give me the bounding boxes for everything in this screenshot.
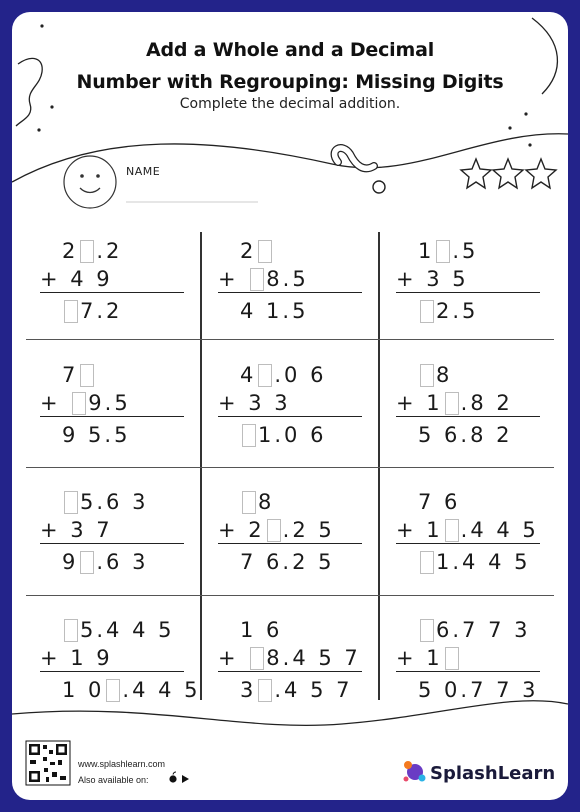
subtitle: Complete the decimal addition. — [179, 96, 401, 112]
addend-bottom — [396, 264, 469, 294]
sum — [418, 675, 539, 705]
footer-url[interactable]: www.splashlearn.com — [78, 759, 166, 769]
digit-text: + 2 — [218, 518, 265, 542]
problem-7 — [40, 483, 210, 609]
missing-digit-box[interactable] — [436, 240, 450, 263]
digit-text: 7 — [62, 363, 79, 387]
missing-digit-box[interactable] — [258, 364, 272, 387]
missing-digit-box[interactable] — [80, 551, 94, 574]
missing-digit-box[interactable] — [242, 424, 256, 447]
sum — [240, 296, 308, 326]
missing-digit-box[interactable] — [445, 647, 459, 670]
digit-text: .4 4 5 — [122, 678, 201, 702]
sum-rule — [218, 292, 362, 293]
digit-text: + — [218, 646, 249, 670]
addend-bottom — [396, 643, 461, 673]
digit-text: + 1 — [396, 646, 443, 670]
digit-text: 1 6 — [240, 618, 283, 642]
addend-top — [418, 487, 460, 517]
addend-bottom — [396, 388, 513, 418]
sum — [62, 420, 130, 450]
sum — [62, 675, 201, 705]
digit-text: .6 3 — [96, 550, 149, 574]
digit-text: 4 — [240, 363, 257, 387]
digit-text: .8 2 — [460, 391, 513, 415]
addend-bottom — [218, 643, 361, 673]
addend-bottom — [40, 264, 113, 294]
missing-digit-box[interactable] — [267, 519, 281, 542]
digit-text: 2 — [240, 239, 257, 263]
digit-text: 3 — [240, 678, 257, 702]
footer-available-text: Also available on: — [78, 775, 149, 785]
digit-text: 8.4 5 7 — [266, 646, 361, 670]
sum — [240, 675, 352, 705]
sum — [240, 547, 334, 577]
digit-text: 9.5 — [88, 391, 131, 415]
digit-text: 9 5.5 — [62, 423, 131, 447]
sum-rule — [218, 543, 362, 544]
missing-digit-box[interactable] — [72, 392, 86, 415]
digit-text: + 3 3 — [218, 391, 291, 415]
addend-bottom — [40, 643, 113, 673]
digit-text: 7.2 — [80, 299, 123, 323]
digit-text: + 1 — [396, 518, 443, 542]
digit-text: .2 5 — [282, 518, 335, 542]
addend-top — [240, 487, 274, 517]
sum-rule — [40, 416, 184, 417]
addend-top — [240, 360, 326, 390]
problem-grid — [12, 12, 568, 800]
missing-digit-box[interactable] — [80, 240, 94, 263]
digit-text: 8 — [436, 363, 453, 387]
digit-text: 1 — [418, 239, 435, 263]
addend-top — [62, 236, 122, 266]
digit-text: 6.7 7 3 — [436, 618, 531, 642]
sum-rule — [40, 671, 184, 672]
addend-bottom — [218, 515, 335, 545]
missing-digit-box[interactable] — [420, 619, 434, 642]
problem-12 — [396, 611, 566, 737]
digit-text: + 3 5 — [396, 267, 469, 291]
addend-top — [418, 236, 478, 266]
digit-text: 5 0.7 7 3 — [418, 678, 539, 702]
addend-top — [418, 615, 530, 645]
digit-text: 8 — [258, 490, 275, 514]
missing-digit-box[interactable] — [420, 364, 434, 387]
addend-bottom — [40, 388, 131, 418]
digit-text: + 1 — [396, 391, 443, 415]
digit-text: 1.0 6 — [258, 423, 327, 447]
missing-digit-box[interactable] — [420, 300, 434, 323]
sum-rule — [396, 416, 540, 417]
digit-text: + 4 9 — [40, 267, 113, 291]
missing-digit-box[interactable] — [258, 679, 272, 702]
missing-digit-box[interactable] — [445, 392, 459, 415]
worksheet-page — [12, 12, 568, 800]
digit-text: .4 5 7 — [274, 678, 353, 702]
sum-rule — [218, 416, 362, 417]
digit-text: 8.5 — [266, 267, 309, 291]
addend-top — [240, 615, 282, 645]
addend-top — [418, 360, 452, 390]
digit-text: 1 0 — [62, 678, 105, 702]
digit-text: .2 — [96, 239, 123, 263]
digit-text: .5 — [452, 239, 479, 263]
sum-rule — [396, 292, 540, 293]
digit-text: 7 6.2 5 — [240, 550, 335, 574]
digit-text: 4 1.5 — [240, 299, 309, 323]
digit-text: 5 6.8 2 — [418, 423, 513, 447]
addend-bottom — [40, 515, 113, 545]
addend-top — [62, 487, 148, 517]
brand-name: SplashLearn — [430, 763, 556, 784]
sum-rule — [396, 543, 540, 544]
digit-text: + 1 9 — [40, 646, 113, 670]
addend-top — [240, 236, 274, 266]
missing-digit-box[interactable] — [445, 519, 459, 542]
missing-digit-box[interactable] — [258, 240, 272, 263]
sum — [62, 547, 148, 577]
missing-digit-box[interactable] — [106, 679, 120, 702]
digit-text: 2 — [62, 239, 79, 263]
problem-9 — [396, 483, 566, 609]
sum-rule — [40, 292, 184, 293]
sum-rule — [40, 543, 184, 544]
digit-text: .4 4 5 — [460, 518, 539, 542]
problem-3 — [396, 232, 566, 358]
title-line-2: Number with Regrouping: Missing Digits — [76, 71, 504, 93]
missing-digit-box[interactable] — [242, 491, 256, 514]
missing-digit-box[interactable] — [64, 491, 78, 514]
missing-digit-box[interactable] — [420, 551, 434, 574]
problem-2 — [218, 232, 388, 358]
addend-top — [62, 615, 174, 645]
missing-digit-box[interactable] — [250, 268, 264, 291]
digit-text: + — [40, 391, 71, 415]
digit-text: + — [218, 267, 249, 291]
problem-1 — [40, 232, 210, 358]
digit-text: 1.4 4 5 — [436, 550, 531, 574]
sum-rule — [396, 671, 540, 672]
digit-text: 9 — [62, 550, 79, 574]
addend-bottom — [218, 264, 309, 294]
sum — [418, 420, 512, 450]
name-label: NAME — [126, 165, 161, 178]
problem-5 — [218, 356, 388, 482]
problem-10 — [40, 611, 210, 737]
digit-text: 2.5 — [436, 299, 479, 323]
problem-11 — [218, 611, 388, 737]
missing-digit-box[interactable] — [64, 300, 78, 323]
digit-text: + 3 7 — [40, 518, 113, 542]
addend-top — [62, 360, 96, 390]
missing-digit-box[interactable] — [80, 364, 94, 387]
addend-bottom — [218, 388, 291, 418]
sum — [240, 420, 326, 450]
sum — [418, 296, 478, 326]
missing-digit-box[interactable] — [64, 619, 78, 642]
problem-6 — [396, 356, 566, 482]
sum — [418, 547, 530, 577]
digit-text: 7 6 — [418, 490, 461, 514]
missing-digit-box[interactable] — [250, 647, 264, 670]
digit-text: 5.6 3 — [80, 490, 149, 514]
problem-4 — [40, 356, 210, 482]
digit-text: .0 6 — [274, 363, 327, 387]
addend-bottom — [396, 515, 539, 545]
sum-rule — [218, 671, 362, 672]
sum — [62, 296, 122, 326]
digit-text: 5.4 4 5 — [80, 618, 175, 642]
problem-8 — [218, 483, 388, 609]
title-line-1: Add a Whole and a Decimal — [145, 39, 435, 61]
